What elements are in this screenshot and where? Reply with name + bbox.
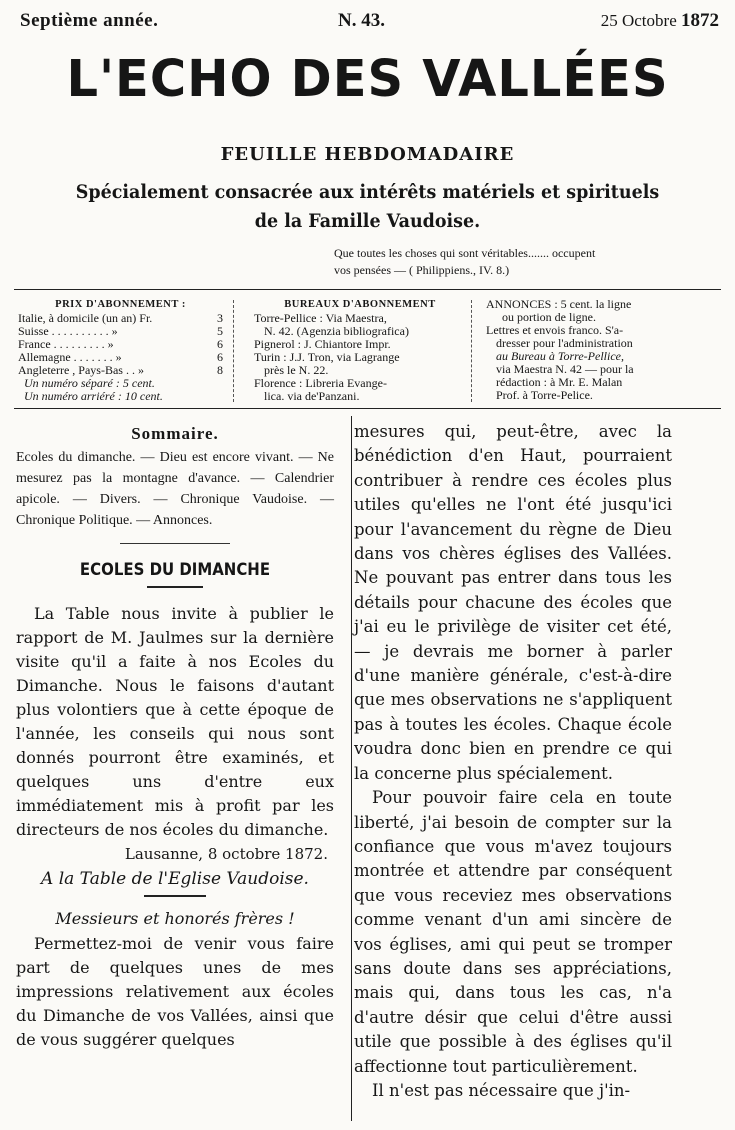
info-separator <box>233 300 235 402</box>
column-divider <box>351 416 352 1121</box>
office-line: Turin : J.J. Tron, via Lagrange <box>254 350 400 364</box>
letter-addressee: A la Table de l'Eglise Vaudoise. <box>41 869 309 889</box>
article-intro: La Table nous invite à publier le rapport de M. Jaulmes sur la dernière visite qu'il a faite à nos Ecoles du Dimanche. Nous le faisons d'autant plus volontiers que à cette époque de l'année, les conseils qui nous sont donnés pourront être examinés, et quelques uns d'entre eux immédiatement mis à profit par les directeurs de nos écoles du dimanche. <box>16 604 334 839</box>
price-label: Angleterre , Pays-Bas . . » <box>18 363 144 377</box>
annonce-line: dresser pour l'administration <box>496 336 633 350</box>
price-label: Allemagne . . . . . . . » <box>18 350 122 364</box>
issue-date-day: 25 Octobre <box>600 11 677 30</box>
letter-greeting: Messieurs et honorés frères ! <box>55 909 295 928</box>
back-issue-price: Un numéro arriéré : 10 cent. <box>24 389 163 403</box>
bureaux-title: BUREAUX D'ABONNEMENT <box>284 299 436 310</box>
single-issue-price: Un numéro séparé : 5 cent. <box>24 376 155 390</box>
price-label: Italie, à domicile (un an) Fr. <box>18 311 153 325</box>
right-column <box>354 420 672 1103</box>
price-value: 8 <box>217 363 223 377</box>
epigraph-line-2: vos pensées — ( Philippiens., IV. 8.) <box>334 263 510 277</box>
price-label: France . . . . . . . . . » <box>18 337 114 351</box>
epigraph-line-1: Que toutes les choses qui sont véritables....... occupent <box>334 246 596 260</box>
letter-paragraph: mesures qui, peut-être, avec la bénédiction d'en Haut, pourraient contribuer à rendre ces écoles plus utiles qu'elles ne l'ont été jusqu'ici pour l'avancement du règne de Dieu dans vos chères églises des Vallées. Ne pouvant pas entrer dans tous les détails pour chacune des écoles que j'ai eu le privilège de visiter cet été, — je devrais me borner à parler d'une manière générale, c'est-à-dire que mes observations ne s'appliquent pas à toutes les écoles. Chaque école voudra donc bien en prendre ce qui la concerne plus spécialement. <box>354 422 672 783</box>
article-title: ECOLES DU DIMANCHE <box>79 560 271 580</box>
advertising-box <box>486 298 716 402</box>
addressee-rule <box>144 895 206 897</box>
price-value: 6 <box>217 350 223 364</box>
header-rule-bottom <box>14 408 721 409</box>
annonce-line: Prof. à Torre-Pelice. <box>496 388 593 402</box>
left-column <box>16 424 334 1052</box>
issue-number: N. 43. <box>338 10 385 31</box>
price-label: Suisse . . . . . . . . . . » <box>18 324 118 338</box>
header-rule-top <box>14 289 721 290</box>
prix-title: PRIX D'ABONNEMENT : <box>55 299 186 310</box>
issue-year: Septième année. <box>20 10 159 31</box>
office-line: N. 42. (Agenzia bibliografica) <box>264 324 409 338</box>
annonce-line: via Maestra N. 42 — pour la <box>496 362 634 376</box>
info-separator <box>471 300 473 402</box>
annonce-line: au Bureau à Torre-Pellice, <box>496 349 624 363</box>
issue-date <box>601 10 719 32</box>
price-value: 3 <box>217 311 223 325</box>
issue-date-year: 1872 <box>681 10 719 31</box>
title-dash <box>147 586 203 588</box>
office-line: lica. via de'Panzani. <box>264 389 360 403</box>
office-line: Florence : Libreria Evange- <box>254 376 387 390</box>
letter-paragraph: Il n'est pas nécessaire que j'in- <box>372 1080 631 1100</box>
masthead-tagline <box>29 178 705 236</box>
sommaire-rule <box>120 543 230 544</box>
annonce-line: ANNONCES : 5 cent. la ligne <box>486 297 632 311</box>
issue-header <box>20 10 719 36</box>
price-value: 6 <box>217 337 223 351</box>
office-line: Torre-Pellice : Via Maestra, <box>254 311 387 325</box>
subscription-offices-box <box>254 298 466 403</box>
masthead-subtitle: FEUILLE HEBDOMADAIRE <box>220 144 515 165</box>
letter-paragraph: Permettez-moi de venir vous faire part de quelques unes de mes impressions relativement aux écoles du Dimanche de vos Vallées, ainsi que de vous suggérer quelques <box>16 934 334 1049</box>
letter-paragraph: Pour pouvoir faire cela en toute liberté, j'ai besoin de compter sur la confiance que vous m'avez toujours montrée et attendre par conséquent que vous receviez mes observations comme venant d'un ami sincère de vos églises, ami qui peut se tromper sans doute dans ses appréciations, mais qui, dans tous les cas, n'a d'autre désir que celui d'être aussi utile que possible à des églises qu'il affectionne tout particulièrement. <box>354 788 672 1076</box>
masthead-title: L'ECHO DES VALLÉES <box>66 50 669 109</box>
annonce-line: Lettres et envois franco. S'a- <box>486 323 624 337</box>
sommaire-text: Ecoles du dimanche. — Dieu est encore vivant. — Ne mesurez pas la montagne d'avance. — Calendrier apicole. — Divers. — Chronique Vaudoise. — Chronique Politique. — Annonces. <box>16 450 334 528</box>
tagline-line-1: Spécialement consacrée aux intérêts matériels et spirituels <box>75 181 660 203</box>
annonce-line: rédaction : à Mr. E. Malan <box>496 375 623 389</box>
sommaire-title: Sommaire. <box>131 424 219 443</box>
annonce-line: ou portion de ligne. <box>502 310 596 324</box>
office-line: Pignerol : J. Chiantore Impr. <box>254 337 391 351</box>
subscription-prices-box <box>18 298 223 403</box>
letter-dateline: Lausanne, 8 octobre 1872. <box>124 845 328 863</box>
tagline-line-2: de la Famille Vaudoise. <box>254 210 481 232</box>
price-value: 5 <box>217 324 223 338</box>
office-line: près le N. 22. <box>264 363 329 377</box>
epigraph <box>334 245 694 279</box>
